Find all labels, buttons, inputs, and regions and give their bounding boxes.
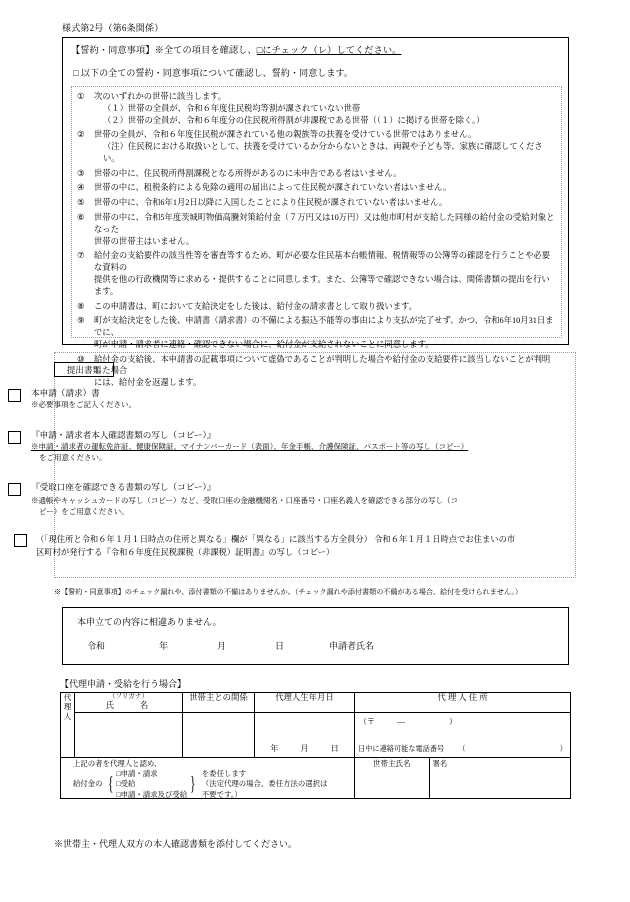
agent-tel-label: 日中に連絡可能な電話番号 [358, 745, 445, 754]
agent-name-header [75, 693, 183, 713]
pledge-agree-checkbox-line[interactable]: □ 以下の全ての誓約・同意事項について確認し、誓約・同意します。 [73, 68, 353, 78]
delegation-cell[interactable] [61, 757, 355, 798]
declaration-era: 令和 [87, 641, 106, 651]
agent-zip-mark: （〒 [359, 716, 375, 726]
pledge-item-line: 世帯の世帯主はいません。 [94, 236, 195, 246]
document-note-2-line2: をご用意ください。 [39, 452, 107, 462]
document-note-2-line1: ※申請・請求者の運転免許証、健康保険証、マイナンバーカード（表面）、年金手帳、介護保険証、パスポート等の写し（コピー） [31, 442, 469, 451]
document-note-2 [31, 442, 516, 463]
checkbox-document-4[interactable] [14, 534, 27, 547]
document-item-4-text [36, 533, 521, 560]
agent-zip-dash: — [397, 716, 405, 726]
delegation-prefix: 給付金の [73, 778, 103, 788]
pledge-item-line: 町が支給決定をした後、申請書（請求書）の不備による振込不能等の事由により支払が完了せず、かつ、令和6年10月31日までに、 [94, 316, 554, 338]
householder-signature-input[interactable] [429, 758, 570, 798]
agent-delegation-row [61, 757, 571, 798]
checkbox-document-3[interactable] [8, 483, 21, 496]
agent-birth-ymd [255, 743, 354, 755]
pledge-item [76, 197, 557, 209]
declaration-day-label: 日 [275, 641, 285, 651]
agent-birth-month-label: 月 [300, 743, 309, 753]
declaration-applicant-name-label: 申請者氏名 [329, 641, 375, 651]
agent-name-input[interactable] [75, 712, 183, 757]
document-title-2: 『申請・請求者本人確認書類の写し（コピー）』 [31, 430, 216, 440]
pledge-item-number: ① [77, 92, 85, 101]
delegation-option-3[interactable]: □申請・請求及び受給 [116, 789, 188, 799]
pledge-item-text [94, 212, 557, 247]
delegation-option-1[interactable]: □申請・請求 [116, 768, 158, 778]
agent-furigana-label: （フリガナ） [108, 693, 149, 700]
document-note-3 [31, 496, 516, 517]
agent-birth-header: 代理人生年月日 [255, 693, 355, 713]
pledge-item-line: この申請書は、町において支給決定をした後は、給付金の請求書として取り扱います。 [94, 301, 417, 311]
agent-vertical-label [61, 693, 75, 758]
pledge-item-line: 世帯の中に、令和5年度茨城町物価高騰対策給付金（７万円又は10万円）又は他市町村が支給した同様の給付金の受給対象となった [94, 213, 555, 234]
pledge-item-text [94, 168, 557, 180]
agent-birth-day-label: 日 [330, 743, 339, 753]
pledge-item-number: ④ [77, 183, 85, 193]
agent-address-input[interactable] [355, 712, 571, 757]
pledge-item-text [94, 129, 557, 164]
pledge-item-number: ⑥ [77, 213, 85, 223]
agent-birth-year-label: 年 [270, 743, 279, 753]
delegation-tail [202, 769, 328, 801]
pledge-item-line: （２）世帯の全員が、令和６年度分の住民税所得割が非課税である世帯（（１）に掲げる世帯を除く。） [103, 115, 485, 125]
agent-table-header-row [61, 693, 571, 713]
pledge-item-line: 給付金の支給要件の該当性等を審査等するため、町が必要な住民基本台帳情報、税情報等の公簿等の確認を行うことや必要な資料の [94, 251, 551, 273]
pledge-item-text [94, 301, 557, 313]
pledge-item-line: 世帯の全員が、令和６年度住民税が課されている他の親族等の扶養を受けている世帯ではありません。 [94, 130, 477, 140]
agent-tel-line [358, 744, 567, 754]
document-title-3: 『受取口座を確認できる書類の写し（コピー）』 [31, 482, 216, 492]
document-item-4-line1: （「現住所と令和６年１月１日時点の住所と異なる」欄が「異なる」に該当する方全員分） [36, 535, 373, 544]
checkbox-document-2[interactable] [8, 431, 21, 444]
agent-relation-header: 世帯主との関係 [183, 693, 255, 713]
agent-vertical-char-3: 人 [63, 711, 72, 721]
pledge-item-number: ⑦ [77, 251, 85, 261]
agent-table-input-row [61, 712, 571, 757]
pledge-item-line: 世帯の中に、住民税所得割課税となる所得があるのに未申告である者はいません。 [94, 168, 402, 178]
pledge-item-text [94, 315, 557, 350]
pledge-item [76, 129, 557, 164]
pledge-item-number: ③ [77, 168, 85, 178]
documents-label: 提出書類 [54, 362, 114, 377]
agent-section-heading: 【代理申請・受給を行う場合】 [60, 679, 187, 689]
declaration-statement: 本申立ての内容に相違ありません。 [77, 617, 222, 627]
brace-left-icon: { [107, 773, 114, 796]
delegation-tail-3: 不要です。） [201, 789, 242, 799]
declaration-year-label: 年 [159, 641, 169, 651]
pledge-item-text [94, 197, 557, 209]
brace-right-icon: } [190, 773, 196, 796]
footer-note: ※世帯主・代理人双方の本人確認書類を添付してください。 [54, 839, 298, 849]
delegation-tail-1: を委任します [201, 768, 247, 778]
pledge-item-number: ② [77, 130, 85, 140]
pledge-item-number: ⑩ [77, 354, 85, 364]
delegation-line1: 上記の者を代理人と認め、 [73, 758, 162, 768]
pledge-title-note: ※全ての項目を確認し、 [154, 45, 257, 55]
agent-tel-close-paren: ） [559, 745, 567, 754]
checkbox-document-1[interactable] [8, 389, 21, 402]
agent-birth-input[interactable] [255, 712, 355, 757]
pledge-title [71, 44, 401, 57]
householder-signature-group [355, 757, 571, 798]
agent-vertical-char-1: 代 [63, 693, 72, 702]
agent-zip-close: ） [449, 716, 457, 726]
pledge-item-text [94, 91, 557, 126]
pledge-item [76, 212, 557, 247]
pledge-item-line: （注）住民税における取扱いとして、扶養を受けているか分からないときは、両親や子ども等、家族に確認してください。 [103, 142, 543, 163]
pledge-item-text [94, 182, 557, 194]
pledge-item [76, 315, 557, 350]
pledge-item-line: 町が申請・請求者に連絡・確認できない場合に、給付金が支給されないことに同意します。 [94, 339, 434, 349]
agent-name-label: 氏 名 [105, 700, 152, 710]
pledge-item-line: 給付金の支給後、本申請書の記載事項について虚偽であることが判明した場合や給付金の支給要件に該当しないことが判明した場合 [94, 354, 551, 376]
pledge-item-line: 提供を他の行政機関等に求める・提供することに同意します。また、公簿等で確認できない場合は、関係書類の提出を行います。 [94, 274, 550, 296]
document-item-4-line2: 令和６年１月１日時点でお住まいの市区町村が発行する『令和６年度住民税課税（非課税）証明書』の写し（コピー） [36, 535, 516, 558]
document-note-1: ※必要事項をご記入ください。 [31, 400, 136, 409]
pledge-item [76, 301, 557, 313]
pledge-item-number: ⑤ [77, 198, 85, 208]
pledge-item-line: 次のいずれかの世帯に該当します。 [94, 92, 227, 101]
reminder-note: ※【誓約・同意事項】のチェック漏れや、添付書類の不備はありませんか。（チェック漏れや添付書類の不備がある場合、給付を受けられません。） [54, 588, 523, 596]
pledge-item [76, 168, 557, 180]
delegation-options[interactable] [116, 769, 187, 801]
householder-name-label: 世帯主氏名 [355, 758, 429, 798]
agent-relation-input[interactable] [183, 712, 255, 757]
delegation-options-group [73, 769, 327, 801]
delegation-option-2[interactable]: □受給 [116, 779, 136, 789]
pledge-item-line: には、給付金を返還します。 [94, 378, 202, 388]
pledge-item-number: ⑨ [77, 316, 85, 326]
pledge-title-prefix: 【誓約・同意事項】 [71, 45, 155, 55]
document-note-3-line1: ※通帳やキャッシュカードの写し（コピー）など、受取口座の金融機関名・口座番号・口座名義人を確認できる部分の写し（コ [31, 496, 459, 505]
pledge-item [76, 250, 557, 297]
pledge-item [76, 91, 557, 126]
declaration-month-label: 月 [217, 641, 227, 651]
declaration-section [62, 607, 569, 665]
agent-zip-line [359, 716, 457, 728]
agent-table [60, 692, 571, 799]
document-title-1: 本申請（請求）書 [31, 388, 100, 398]
form-code: 様式第2号（第6条関係） [62, 23, 164, 33]
pledge-item-number: ⑧ [77, 301, 85, 311]
delegation-tail-2: （法定代理の場合、委任方法の選択は [201, 779, 328, 789]
document-note-3-line2: ピー）をご用意ください。 [39, 506, 129, 516]
agent-address-header: 代 理 人 住 所 [355, 693, 571, 713]
signature-label: 署名 [432, 758, 448, 768]
pledge-title-underline: □にチェック（レ）してください。 [256, 45, 402, 55]
pledge-item-line: （１）世帯の全員が、令和６年度住民税均等割が課されていない世帯 [103, 103, 361, 113]
pledge-item-text [94, 250, 557, 297]
pledge-item-line: 世帯の中に、租税条約による免除の適用の届出によって住民税が課されていない者はいません。 [94, 183, 452, 193]
agent-tel-open-paren: （ [458, 745, 466, 754]
pledge-item-line: 世帯の中に、令和6年1月2日以降に入国したことにより住民税が課されていない者はいません。 [94, 198, 448, 208]
agent-vertical-char-2: 理 [63, 702, 72, 712]
pledge-item [76, 182, 557, 194]
